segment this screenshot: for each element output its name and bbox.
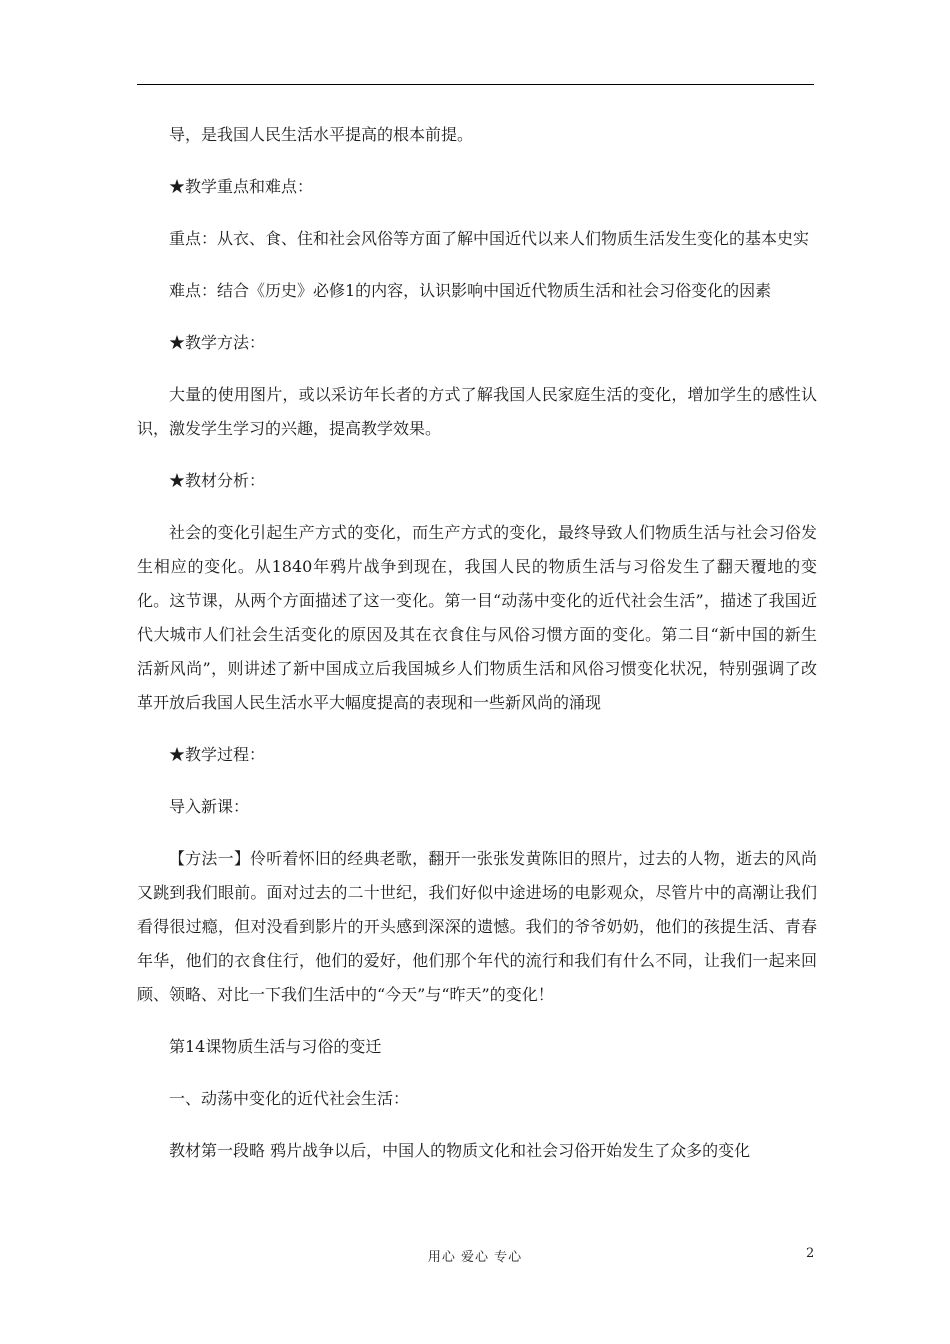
section-heading-methods: ★教学方法： xyxy=(169,333,266,352)
body-paragraph: 教材第一段略 鸦片战争以后，中国人的物质文化和社会习俗开始发生了众多的变化 xyxy=(169,1141,751,1160)
document-body xyxy=(137,118,817,1186)
section-heading-key-points: ★教学重点和难点： xyxy=(169,177,314,196)
header-rule xyxy=(137,84,814,85)
section-heading-part-one: 一、动荡中变化的近代社会生活： xyxy=(169,1089,410,1108)
page-number: 2 xyxy=(806,1246,815,1261)
body-paragraph: 重点：从衣、食、住和社会风俗等方面了解中国近代以来人们物质生活发生变化的基本史实 xyxy=(169,229,810,248)
subheading-intro: 导入新课： xyxy=(169,797,250,816)
lesson-title: 第14课物质生活与习俗的变迁 xyxy=(169,1037,382,1056)
body-paragraph: 社会的变化引起生产方式的变化，而生产方式的变化，最终导致人们物质生活与社会习俗发生相应的变化。从1840年鸦片战争到现在，我国人民的物质生活与习俗发生了翻天覆地的变化。这节课，从两个方面描述了这一变化。第一目“动荡中变化的近代社会生活”，描述了我国近代大城市人们社会生活变化的原因及其在衣食住与风俗习惯方面的变化。第二目“新中国的新生活新风尚”，则讲述了新中国成立后我国城乡人们物质生活和风俗习惯变化状况，特别强调了改革开放后我国人民生活水平大幅度提高的表现和一些新风尚的涌现 xyxy=(137,523,817,712)
section-heading-analysis: ★教材分析： xyxy=(169,471,266,490)
body-paragraph: 大量的使用图片，或以采访年长者的方式了解我国人民家庭生活的变化，增加学生的感性认识，激发学生学习的兴趣，提高教学效果。 xyxy=(137,385,817,438)
footer-motto: 用心 爱心 专心 xyxy=(427,1250,523,1265)
body-paragraph: 【方法一】伶听着怀旧的经典老歌，翻开一张张发黄陈旧的照片，过去的人物，逝去的风尚又跳到我们眼前。面对过去的二十世纪，我们好似中途进场的电影观众，尽管片中的高潮让我们看得很过瘾，但对没看到影片的开头感到深深的遗憾。我们的爷爷奶奶，他们的孩提生活、青春年华，他们的衣食住行，他们的爱好，他们那个年代的流行和我们有什么不同，让我们一起来回顾、领略、对比一下我们生活中的“今天”与“昨天”的变化！ xyxy=(137,849,817,1004)
body-paragraph: 导，是我国人民生活水平提高的根本前提。 xyxy=(169,125,474,144)
body-paragraph: 难点：结合《历史》必修1的内容，认识影响中国近代物质生活和社会习俗变化的因素 xyxy=(169,281,772,300)
section-heading-process: ★教学过程： xyxy=(169,745,266,764)
